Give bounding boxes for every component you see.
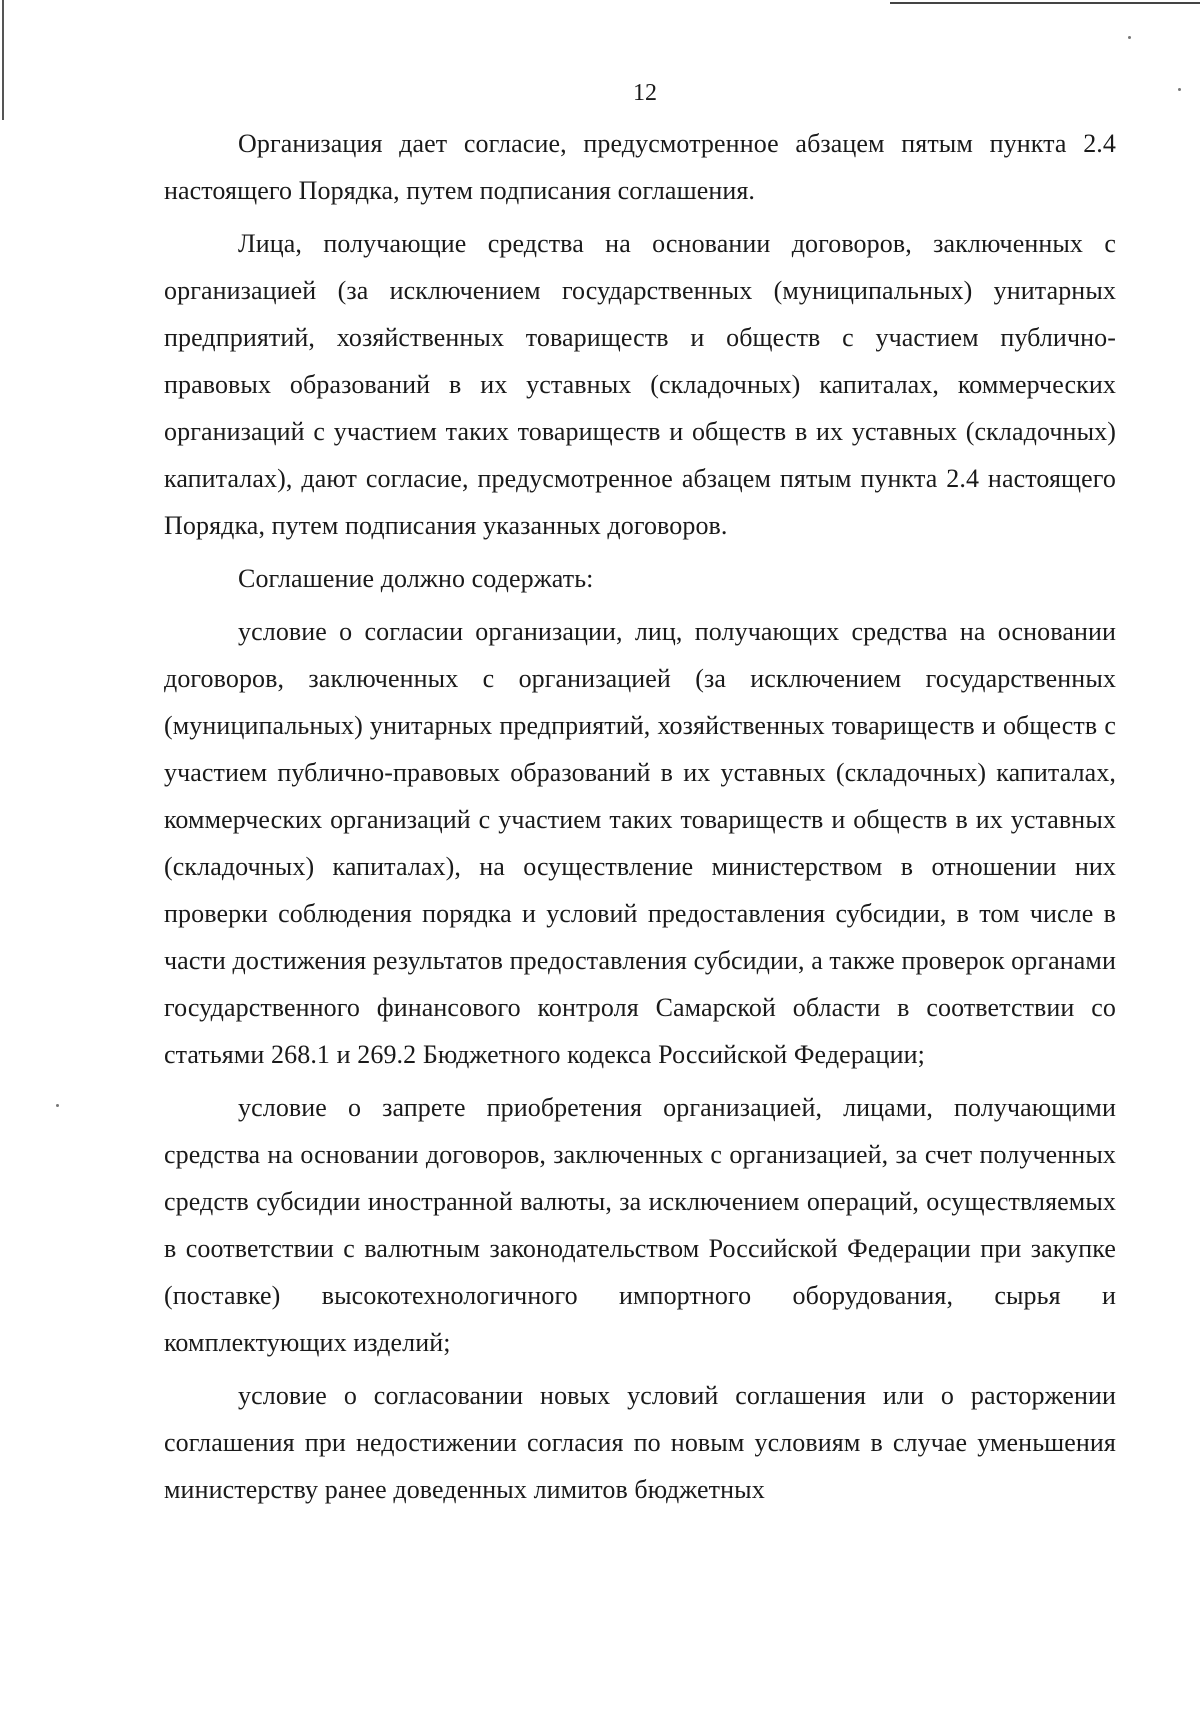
paragraph: Лица, получающие средства на основании договоров, заключенных с организацией (за исключением государственных (муниципальных) унитарных предприятий, хозяйственных товариществ и обществ с участием публично-правовых образований в их уставных (складочных) капиталах, коммерческих организаций с участием таких товариществ и обществ в их уставных (складочных) капиталах), дают согласие, предусмотренное абзацем пятым пункта 2.4 настоящего Порядка, путем подписания указанных договоров. <box>164 229 1116 540</box>
paragraph: Соглашение должно содержать: <box>238 564 594 593</box>
paragraph: условие о запрете приобретения организацией, лицами, получающими средства на основании договоров, заключенных с организацией, за счет полученных средств субсидии иностранной валюты, за исключением операций, осуществляемых в соответствии с валютным законодательством Российской Федерации при закупке (поставке) высокотехнологичного импортного оборудования, сырья и комплектующих изделий; <box>164 1093 1116 1357</box>
scan-edge-top <box>890 2 1200 4</box>
scan-speck <box>56 1104 59 1107</box>
paragraph: Организация дает согласие, предусмотренное абзацем пятым пункта 2.4 настоящего Порядка, путем подписания соглашения. <box>164 129 1116 205</box>
scan-speck <box>1128 36 1131 39</box>
paragraph: условие о согласовании новых условий соглашения или о расторжении соглашения при недостижении согласия по новым условиям в случае уменьшения министерству ранее доведенных лимитов бюджетных <box>164 1381 1116 1504</box>
paragraph: условие о согласии организации, лиц, получающих средства на основании договоров, заключенных с организацией (за исключением государственных (муниципальных) унитарных предприятий, хозяйственных товариществ и обществ с участием публично-правовых образований в их уставных (складочных) капиталах, коммерческих организаций с участием таких товариществ и обществ в их уставных (складочных) капиталах), на осуществление министерством в отношении них проверки соблюдения порядка и условий предоставления субсидии, в том числе в части достижения результатов предоставления субсидии, а также проверок органами государственного финансового контроля Самарской области в соответствии со статьями 268.1 и 269.2 Бюджетного кодекса Российской Федерации; <box>164 617 1116 1069</box>
document-body <box>164 120 1116 1519</box>
page-number: 12 <box>633 80 657 106</box>
